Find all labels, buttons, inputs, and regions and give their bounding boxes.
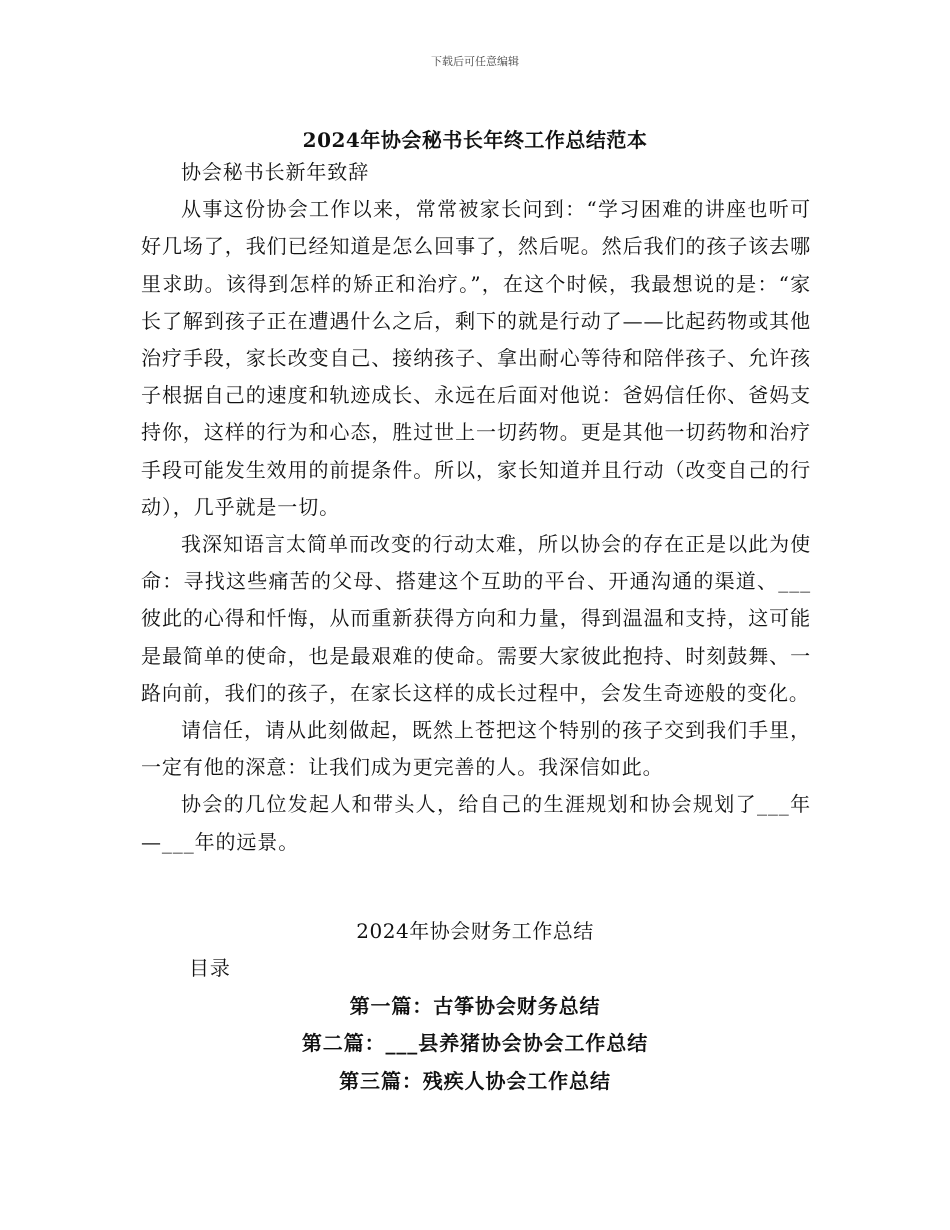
toc-item: 第二篇：___县养猪协会协会工作总结 — [301, 1031, 649, 1055]
paragraph: 协会的几位发起人和带头人，给自己的生涯规划和协会规划了___年—___年的远景。 — [141, 792, 811, 854]
toc-item: 第一篇：古筝协会财务总结 — [349, 994, 601, 1018]
toc-label: 目录 — [189, 956, 231, 980]
document-title: 2024年协会秘书长年终工作总结范本 — [302, 128, 648, 152]
document-body — [141, 154, 811, 861]
header-note: 下载后可任意编辑 — [431, 55, 519, 68]
paragraph: 我深知语言太简单而改变的行动太难，所以协会的存在正是以此为使命：寻找这些痛苦的父母、搭建这个互助的平台、开通沟通的渠道、___彼此的心得和忏悔，从而重新获得方向和力量，得到温温和支持，这可能是最简单的使命，也是最艰难的使命。需要大家彼此抱持、时刻鼓舞、一路向前，我们的孩子，在家长这样的成长过程中，会发生奇迹般的变化。 — [141, 532, 811, 705]
paragraph: 请信任，请从此刻做起，既然上苍把这个特别的孩子交到我们手里，一定有他的深意：让我们成为更完善的人。我深信如此。 — [141, 718, 811, 780]
toc-item: 第三篇：残疾人协会工作总结 — [339, 1069, 611, 1093]
section-title: 2024年协会财务工作总结 — [356, 919, 594, 943]
paragraph-greeting: 协会秘书长新年致辞 — [181, 160, 370, 184]
paragraph: 从事这份协会工作以来，常常被家长问到：“学习困难的讲座也听可好几场了，我们已经知道是怎么回事了，然后呢。然后我们的孩子该去哪里求助。该得到怎样的矫正和治疗。”，在这个时候，我最想说的是：“家长了解到孩子正在遭遇什么之后，剩下的就是行动了——比起药物或其他治疗手段，家长改变自己、接纳孩子、拿出耐心等待和陪伴孩子、允许孩子根据自己的速度和轨迹成长、永远在后面对他说：爸妈信任你、爸妈支持你，这样的行为和心态，胜过世上一切药物。更是其他一切药物和治疗手段可能发生效用的前提条件。所以，家长知道并且行动（改变自己的行动），几乎就是一切。 — [141, 197, 811, 519]
